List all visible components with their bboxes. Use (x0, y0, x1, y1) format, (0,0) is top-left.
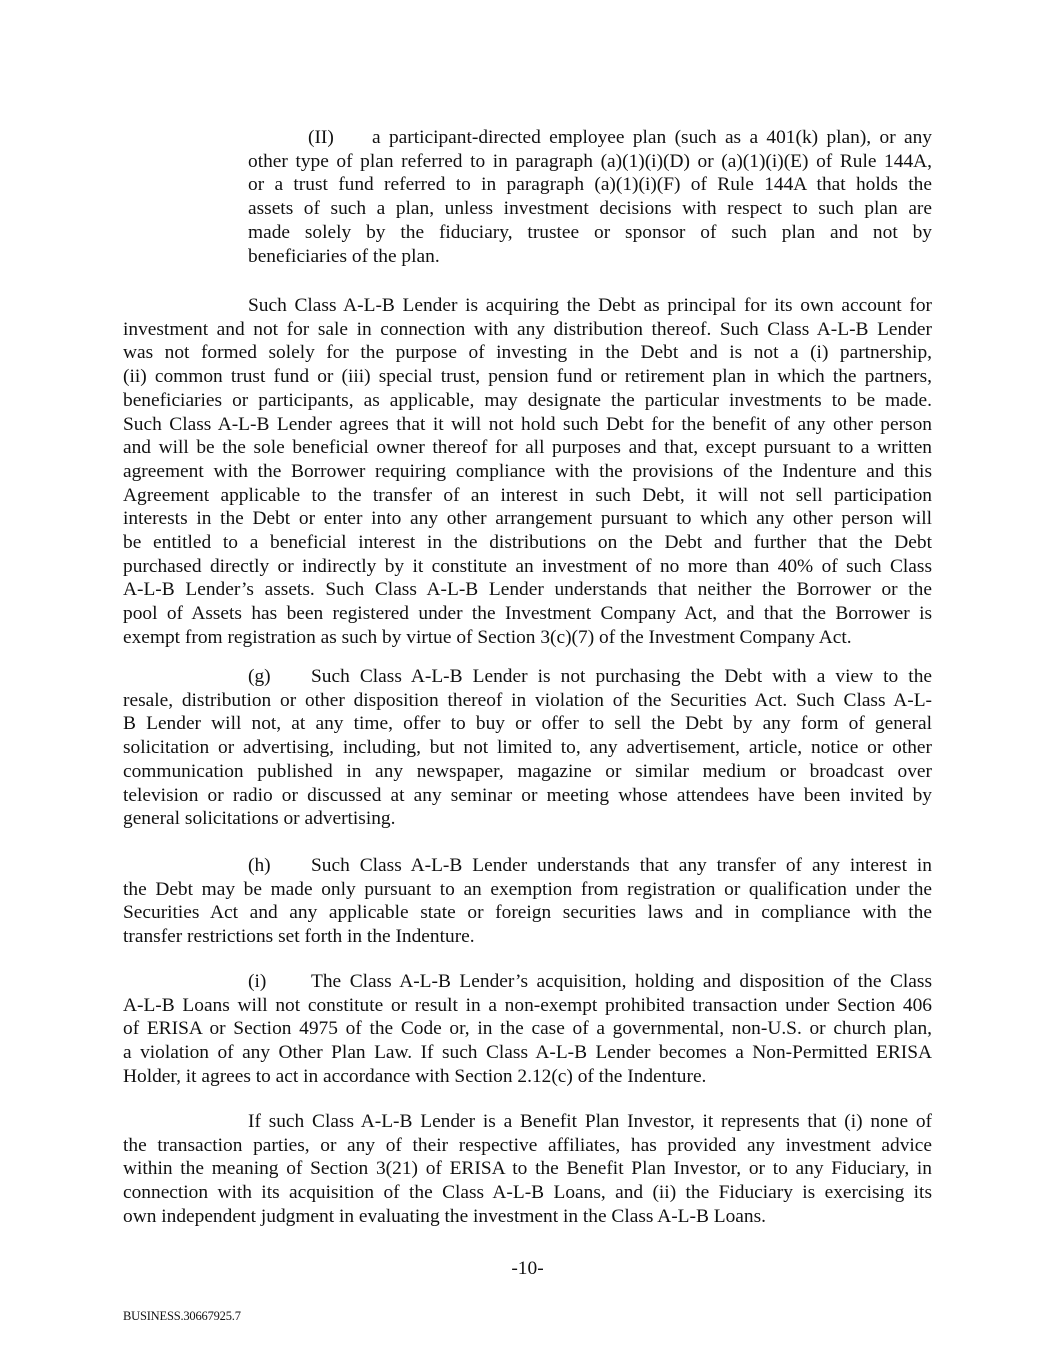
text-line: a participant-directed employee plan (such as a 401(k) plan), or any (372, 127, 932, 148)
text-line: a violation of any Other Plan Law. If such Class A-L-B Lender becomes a Non-Permitted ERISA (123, 1042, 932, 1064)
text-line: or a trust fund referred to in paragraph (a)(1)(i)(F) of Rule 144A that holds the (248, 174, 932, 196)
document-id: BUSINESS.30667925.7 (123, 1309, 241, 1323)
text-line: investment and not for sale in connection with any distribution thereof. Such Class A-L-B Lender (123, 318, 932, 340)
text-line: made solely by the fiduciary, trustee or sponsor of such plan and not by (248, 221, 932, 243)
text-line: beneficiaries or participants, as applicable, may designate the particular investments to be made. (123, 389, 932, 411)
paragraph-label: (g) (248, 666, 271, 687)
text-line: B Lender will not, at any time, offer to buy or offer to sell the Debt by any form of general (123, 713, 932, 735)
text-line: Holder, it agrees to act in accordance with Section 2.12(c) of the Indenture. (123, 1065, 707, 1087)
text-line: Such Class A-L-B Lender is not purchasing the Debt with a view to the (311, 666, 932, 687)
text-line: If such Class A-L-B Lender is a Benefit Plan Investor, it represents that (i) none of (248, 1111, 932, 1132)
text-line: beneficiaries of the plan. (248, 245, 440, 267)
text-line: solicitation or advertising, including, but not limited to, any advertisement, article, notice or other (123, 737, 932, 759)
text-line: agreement with the Borrower requiring compliance with the provisions of the Indenture and this (123, 460, 932, 482)
text-line: of ERISA or Section 4975 of the Code or, in the case of a governmental, non-U.S. or church plan, (123, 1018, 932, 1040)
text-line: other type of plan referred to in paragraph (a)(1)(i)(D) or (a)(1)(i)(E) of Rule 144A, (248, 150, 932, 172)
text-line: transfer restrictions set forth in the Indenture. (123, 926, 475, 948)
paragraph-label: (II) (308, 127, 334, 148)
text-line: A-L-B Loans will not constitute or result in a non-exempt prohibited transaction under Section 406 (123, 994, 932, 1016)
text-line: A-L-B Lender’s assets. Such Class A-L-B Lender understands that neither the Borrower or the (123, 579, 932, 601)
text-line: television or radio or discussed at any seminar or meeting whose attendees have been invited by (123, 784, 932, 806)
text-line: own independent judgment in evaluating the investment in the Class A-L-B Loans. (123, 1205, 767, 1227)
text-line: was not formed solely for the purpose of investing in the Debt and is not a (i) partnership, (123, 342, 932, 364)
text-line: the Debt may be made only pursuant to an exemption from registration or qualification under the (123, 878, 932, 900)
text-line: communication published in any newspaper, magazine or similar medium or broadcast over (123, 760, 932, 782)
text-line: Such Class A-L-B Lender is acquiring the Debt as principal for its own account for (248, 295, 932, 316)
text-line: Agreement applicable to the transfer of an interest in such Debt, it will not sell participation (123, 484, 932, 506)
paragraph-label: (i) (248, 971, 267, 992)
text-line: resale, distribution or other disposition thereof in violation of the Securities Act. Such Class A-L- (123, 689, 932, 711)
text-line: Such Class A-L-B Lender agrees that it will not hold such Debt for the benefit of any other person (123, 413, 932, 435)
text-line: pool of Assets has been registered under the Investment Company Act, and that the Borrower is (123, 603, 932, 625)
text-line: connection with its acquisition of the Class A-L-B Loans, and (ii) the Fiduciary is exercising its (123, 1182, 932, 1204)
paragraph-label: (h) (248, 855, 271, 876)
text-line: purchased directly or indirectly by it constitute an investment of no more than 40% of such Class (123, 555, 932, 577)
text-line: be entitled to a beneficial interest in the distributions on the Debt and further that the Debt (123, 532, 932, 553)
text-line: Such Class A-L-B Lender understands that any transfer of any interest in (311, 855, 932, 876)
text-line: assets of such a plan, unless investment decisions with respect to such plan are (248, 198, 932, 220)
text-line: interests in the Debt or enter into any other arrangement pursuant to which any other person will (123, 508, 932, 530)
text-line: within the meaning of Section 3(21) of ERISA to the Benefit Plan Investor, or to any Fiduciary, in (123, 1158, 932, 1180)
text-line: (ii) common trust fund or (iii) special trust, pension fund or retirement plan in which the partners, (123, 366, 932, 388)
text-line: and will be the sole beneficial owner thereof for all purposes and that, except pursuant to a written (123, 437, 932, 459)
text-line: the transaction parties, or any of their respective affiliates, has provided any investment advice (123, 1134, 932, 1156)
text-line: The Class A-L-B Lender’s acquisition, holding and disposition of the Class (311, 971, 932, 992)
text-line: Securities Act and any applicable state or foreign securities laws and in compliance with the (123, 902, 932, 924)
text-line: general solicitations or advertising. (123, 808, 396, 830)
page-number: -10- (511, 1258, 544, 1279)
text-line: exempt from registration as such by virtue of Section 3(c)(7) of the Investment Company Act. (123, 626, 852, 648)
